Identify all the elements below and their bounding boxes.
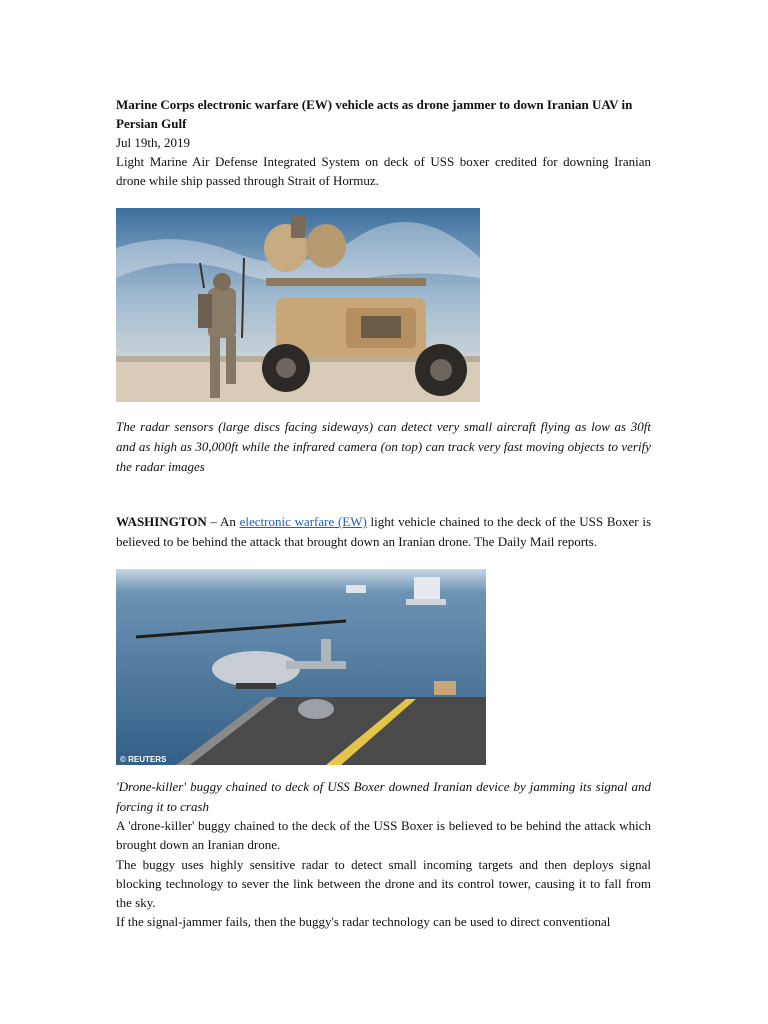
article-standfirst: Light Marine Air Defense Integrated System on deck of USS boxer credited for downing Iranian drone while ship passed through Strait of Hormuz. — [116, 154, 651, 188]
article-headline: Marine Corps electronic warfare (EW) vehicle acts as drone jammer to down Iranian UAV in Persian Gulf — [116, 97, 633, 131]
article-date: Jul 19th, 2019 — [116, 135, 191, 150]
body-paragraph-3: If the signal-jammer fails, then the buggy's radar technology can be used to direct conventional — [116, 914, 611, 930]
figure1-caption: The radar sensors (large discs facing sideways) can detect very small aircraft flying as low as 30ft and as high as 30,000ft while the infrared camera (on top) can track very fast moving objects to verify the radar images — [116, 419, 651, 474]
lead-rest: light vehicle chained to the deck of the USS Boxer is believed to be behind the attack that brought down an Iranian drone. The Daily Mail reports. — [116, 514, 651, 549]
dateline: WASHINGTON — [116, 514, 207, 529]
reuters-credit: © REUTERS — [120, 755, 167, 764]
body-paragraph-1: A 'drone-killer' buggy chained to the deck of the USS Boxer is believed to be behind the attack which brought down an Iranian drone. — [116, 818, 651, 853]
body-paragraph-2: The buggy uses highly sensitive radar to detect small incoming targets and then deploys signal blocking technology to sever the link between the drone and its control tower, causing it to fall from the sky. — [116, 856, 651, 911]
electronic-warfare-link[interactable]: electronic warfare (EW) — [239, 514, 367, 529]
figure2-caption: 'Drone-killer' buggy chained to deck of USS Boxer downed Iranian device by jamming its signal and forcing it to crash — [116, 779, 651, 814]
figure-helicopter-photo — [116, 569, 486, 765]
article-body — [116, 816, 651, 932]
lead-dash: – An — [206, 514, 240, 529]
lead-paragraph — [116, 512, 651, 551]
figure-buggy-photo — [116, 208, 480, 402]
